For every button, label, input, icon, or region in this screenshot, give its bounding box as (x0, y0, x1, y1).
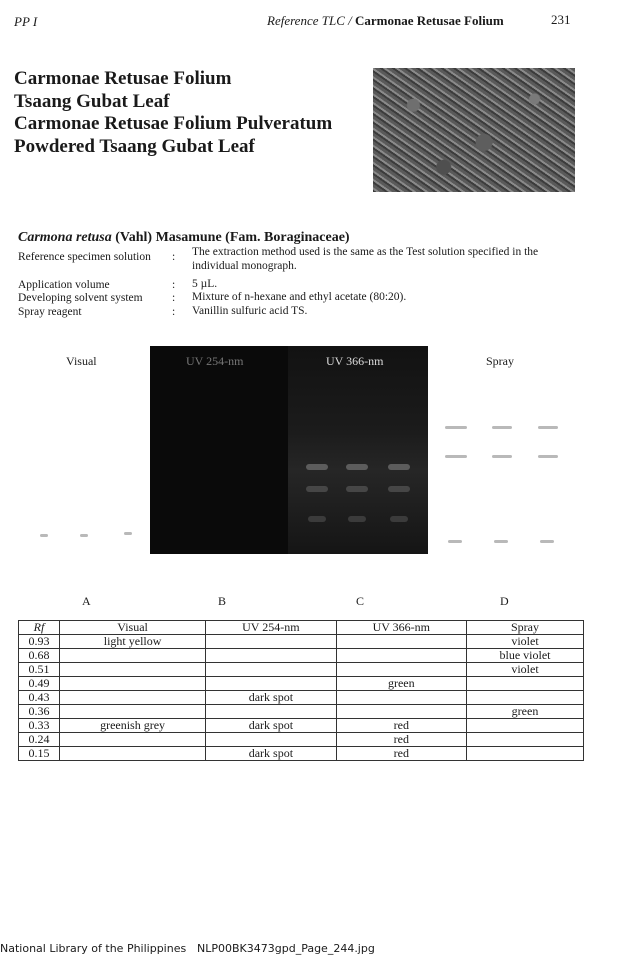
table-cell (60, 733, 206, 747)
uv366-band (388, 486, 410, 492)
rf-value: 0.51 (19, 663, 60, 677)
table-cell: blue violet (467, 649, 584, 663)
uv366-band (388, 464, 410, 470)
table-cell: light yellow (60, 635, 206, 649)
uv366-band (306, 464, 328, 470)
table-row (19, 747, 584, 761)
table-row (19, 719, 584, 733)
table-cell: red (336, 747, 466, 761)
detail-label: Spray reagent (18, 306, 82, 318)
title-line: Tsaang Gubat Leaf (14, 90, 170, 112)
detail-label: Application volume (18, 279, 110, 291)
table-row (19, 635, 584, 649)
table-row (19, 691, 584, 705)
table-cell (336, 705, 466, 719)
tlc-plate-uv (150, 346, 428, 554)
table-row (19, 705, 584, 719)
column-header-uv254: UV 254-nm (206, 621, 336, 635)
species-authority: (Vahl) Masamune (Fam. Boraginaceae) (115, 230, 350, 245)
running-header-bold: Carmonae Retusae Folium (354, 13, 504, 28)
rf-table (18, 620, 584, 761)
track-letter: A (82, 594, 91, 608)
uv254-plate (150, 346, 288, 554)
table-cell (60, 677, 206, 691)
track-letter: B (218, 594, 227, 608)
table-cell (467, 719, 584, 733)
uv254-label: UV 254-nm (186, 354, 244, 368)
plate-label-visual: Visual (66, 354, 97, 368)
detail-colon: : (172, 292, 176, 304)
track-letter: C (356, 594, 365, 608)
page-number: 231 (551, 12, 571, 27)
uv366-band (346, 486, 368, 492)
detail-colon: : (172, 251, 176, 263)
spray-band (445, 455, 467, 458)
spray-band (538, 455, 558, 458)
detail-value: The extraction method used is the same as the Test solution specified in the individual monograph. (192, 246, 539, 272)
table-cell: red (336, 733, 466, 747)
table-cell (60, 691, 206, 705)
detail-colon: : (172, 279, 176, 291)
table-cell: violet (467, 635, 584, 649)
spray-band (494, 540, 508, 543)
running-header-italic: Reference TLC / (267, 13, 352, 28)
running-header (267, 13, 504, 29)
uv366-plate (288, 346, 428, 554)
title-line: Carmonae Retusae Folium (14, 68, 232, 89)
rf-value: 0.68 (19, 649, 60, 663)
uv366-band (348, 516, 366, 522)
monograph-titles (14, 68, 332, 158)
table-cell (60, 663, 206, 677)
uv366-band (390, 516, 408, 522)
visual-spot (80, 534, 88, 537)
track-letter: D (500, 594, 509, 608)
table-cell (60, 747, 206, 761)
species-name: Carmona retusa (18, 230, 112, 245)
table-cell (60, 649, 206, 663)
table-cell (206, 663, 336, 677)
detail-label: Reference specimen solution (18, 251, 151, 263)
uv366-band (308, 516, 326, 522)
visual-spot (124, 532, 132, 535)
header-section-code: PP I (14, 14, 38, 29)
spray-band (445, 426, 467, 429)
table-cell: greenish grey (60, 719, 206, 733)
rf-value: 0.33 (19, 719, 60, 733)
column-header-spray: Spray (467, 621, 584, 635)
table-cell: dark spot (206, 719, 336, 733)
table-row (19, 677, 584, 691)
footer-library: National Library of the Philippines (0, 942, 187, 955)
table-cell (467, 691, 584, 705)
species-heading (18, 230, 350, 246)
footer-filename: NLP00BK3473gpd_Page_244.jpg (197, 942, 375, 955)
rf-value: 0.43 (19, 691, 60, 705)
uv366-label: UV 366-nm (326, 354, 384, 368)
table-cell: red (336, 719, 466, 733)
table-cell (206, 635, 336, 649)
detail-value: 5 µL. (192, 278, 218, 290)
plant-photograph (373, 68, 575, 192)
column-header-visual: Visual (60, 621, 206, 635)
table-cell (60, 705, 206, 719)
table-cell (336, 649, 466, 663)
spray-band (492, 426, 512, 429)
table-cell (336, 635, 466, 649)
detail-colon: : (172, 306, 176, 318)
table-cell (467, 747, 584, 761)
uv366-band (346, 464, 368, 470)
table-cell (336, 663, 466, 677)
table-cell: dark spot (206, 747, 336, 761)
table-cell: green (467, 705, 584, 719)
table-cell: violet (467, 663, 584, 677)
table-row (19, 733, 584, 747)
title-line: Powdered Tsaang Gubat Leaf (14, 135, 255, 157)
table-cell (467, 733, 584, 747)
rf-value: 0.24 (19, 733, 60, 747)
column-header-rf (19, 621, 60, 635)
table-cell (467, 677, 584, 691)
visual-spot (40, 534, 48, 537)
rf-value: 0.36 (19, 705, 60, 719)
rf-value: 0.93 (19, 635, 60, 649)
table-row (19, 663, 584, 677)
table-header-row (19, 621, 584, 635)
table-cell (206, 649, 336, 663)
table-cell: dark spot (206, 691, 336, 705)
column-header-rf-text: Rf (33, 620, 45, 634)
table-cell: green (336, 677, 466, 691)
column-header-uv366: UV 366-nm (336, 621, 466, 635)
detail-value: Vanillin sulfuric acid TS. (192, 305, 308, 317)
table-cell (206, 733, 336, 747)
spray-band (538, 426, 558, 429)
table-cell (206, 677, 336, 691)
detail-value: Mixture of n-hexane and ethyl acetate (80:20). (192, 291, 407, 303)
table-row (19, 649, 584, 663)
table-cell (206, 705, 336, 719)
rf-value: 0.15 (19, 747, 60, 761)
spray-band (492, 455, 512, 458)
table-cell (336, 691, 466, 705)
spray-band (448, 540, 462, 543)
title-line: Carmonae Retusae Folium Pulveratum (14, 113, 333, 134)
uv366-band (306, 486, 328, 492)
rf-value: 0.49 (19, 677, 60, 691)
detail-label: Developing solvent system (18, 292, 143, 304)
spray-band (540, 540, 554, 543)
plate-label-spray: Spray (486, 354, 514, 368)
